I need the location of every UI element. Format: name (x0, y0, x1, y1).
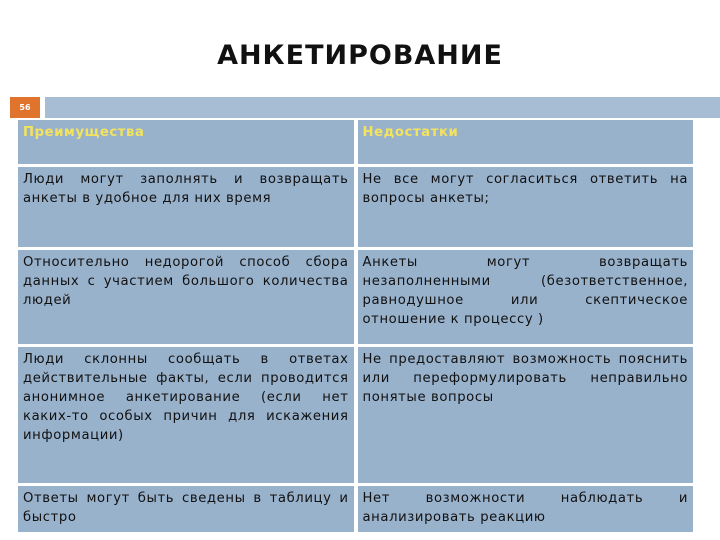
disadvantage-cell: Не предоставляют возможность пояснить или переформулировать неправильно понятые вопросы (356, 346, 696, 485)
advantage-cell: Люди склонны сообщать в ответах действительные факты, если проводится анонимное анкетирование (если нет каких-то особых причин для искажения информации) (16, 346, 356, 485)
slide-title: АНКЕТИРОВАНИЕ (217, 40, 503, 71)
disadvantage-cell: Анкеты могут возвращать незаполненными (безответственное, равнодушное или скептическое отношение к процессу ) (356, 249, 696, 346)
comparison-table (14, 120, 697, 532)
header-disadvantages: Недостатки (356, 120, 696, 166)
table-row (16, 485, 695, 533)
table-row (16, 346, 695, 485)
table-row (16, 249, 695, 346)
header-advantages: Преимущества (16, 120, 356, 166)
disadvantage-cell: Нет возможности наблюдать и анализировать реакцию (356, 485, 696, 533)
slide-number: 56 (10, 97, 40, 118)
advantage-cell: Люди могут заполнять и возвращать анкеты в удобное для них время (16, 166, 356, 249)
disadvantage-cell: Не все могут согласиться ответить на вопросы анкеты; (356, 166, 696, 249)
slide-header-bar (45, 97, 720, 118)
advantage-cell: Относительно недорогой способ сбора данных с участием большого количества людей (16, 249, 356, 346)
table-row (16, 166, 695, 249)
table-header-row (16, 120, 695, 166)
advantage-cell: Ответы могут быть сведены в таблицу и быстро (16, 485, 356, 533)
